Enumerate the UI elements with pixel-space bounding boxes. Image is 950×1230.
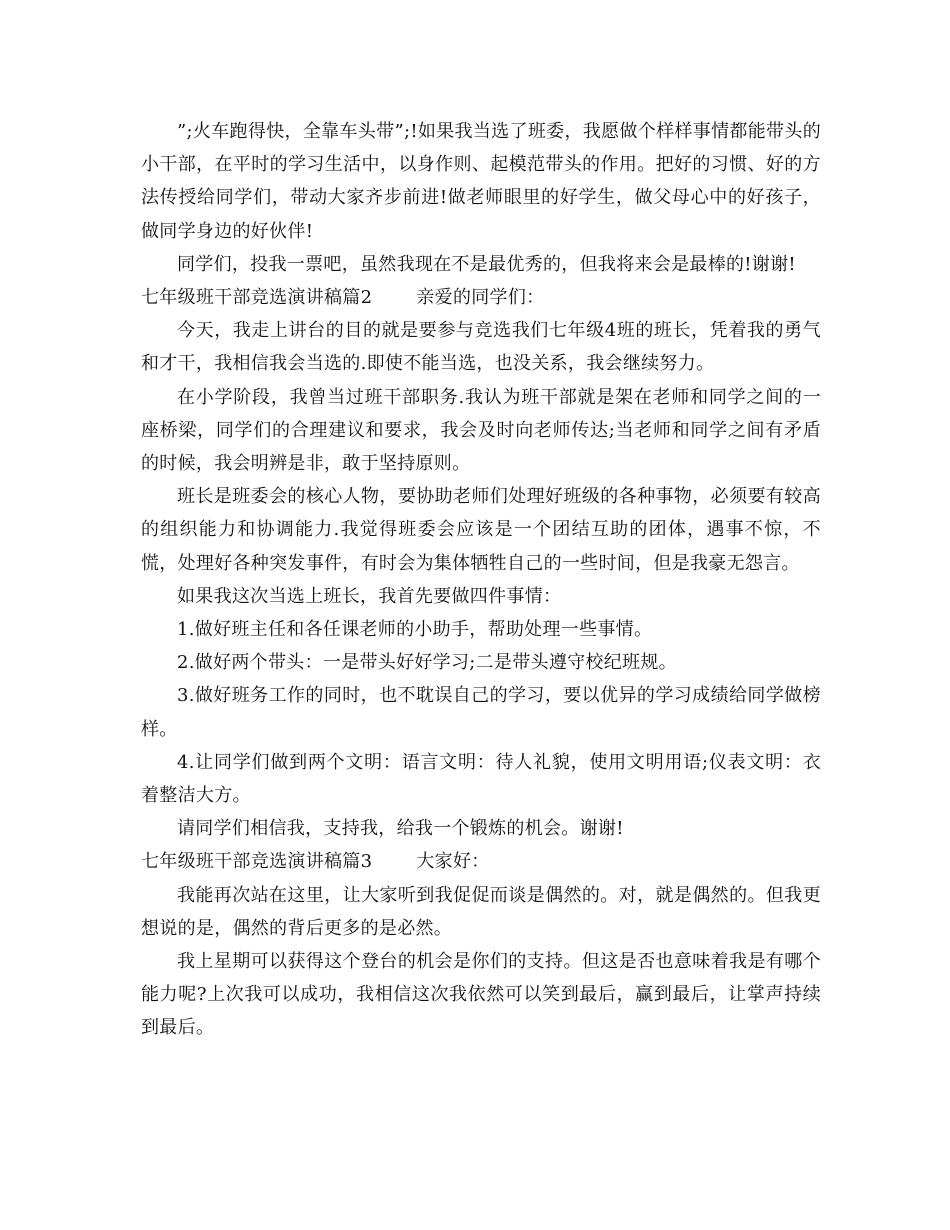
section-heading <box>141 845 821 878</box>
section-greeting: 大家好： <box>416 851 490 873</box>
section-title: 七年级班干部竞选演讲稿篇3 <box>141 851 373 873</box>
list-item: 3.做好班务工作的同时，也不耽误自己的学习，要以优异的学习成绩给同学做榜样。 <box>141 685 821 740</box>
section-title: 七年级班干部竞选演讲稿篇2 <box>141 287 373 309</box>
list-item: 2.做好两个带头：一是带头好好学习;二是带头遵守校纪班规。 <box>177 652 677 674</box>
paragraph: 如果我这次当选上班长，我首先要做四件事情： <box>177 585 562 607</box>
paragraph: 我能再次站在这里，让大家听到我促促而谈是偶然的。对，就是偶然的。但我更想说的是，偶然的背后更多的是必然。 <box>141 884 821 939</box>
list-item: 4.让同学们做到两个文明：语言文明：待人礼貌，使用文明用语;仪表文明：衣着整洁大方。 <box>141 751 821 807</box>
list-item: 1.做好班主任和各任课老师的小助手，帮助处理一些事情。 <box>177 619 653 641</box>
section-greeting: 亲爱的同学们： <box>416 287 545 309</box>
paragraph: 在小学阶段，我曾当过班干部职务.我认为班干部就是架在老师和同学之间的一座桥梁，同学们的合理建议和要求，我会及时向老师传达;当老师和同学之间有矛盾的时候，我会明辨是非，敢于坚持原则。 <box>141 386 821 475</box>
paragraph: 同学们，投我一票吧，虽然我现在不是最优秀的，但我将来会是最棒的!谢谢! <box>177 253 796 275</box>
section-heading <box>141 281 821 314</box>
paragraph: 班长是班委会的核心人物，要协助老师们处理好班级的各种事物，必须要有较高的组织能力和协调能力.我觉得班委会应该是一个团结互助的团体，遇事不惊，不慌，处理好各种突发事件，有时会为集体牺牲自己的一些时间，但是我豪无怨言。 <box>141 486 821 574</box>
paragraph: ”;火车跑得快，全靠车头带”;!如果我当选了班委，我愿做个样样事情都能带头的小干部，在平时的学习生活中，以身作则、起模范带头的作用。把好的习惯、好的方法传授给同学们，带动大家齐步前进!做老师眼里的好学生，做父母心中的好孩子，做同学身边的好伙伴! <box>141 121 821 242</box>
paragraph: 今天，我走上讲台的目的就是要参与竞选我们七年级4班的班长，凭着我的勇气和才干，我相信我会当选的.即使不能当选，也没关系，我会继续努力。 <box>141 320 821 375</box>
paragraph: 我上星期可以获得这个登台的机会是你们的支持。但这是否也意味着我是有哪个能力呢?上次我可以成功，我相信这次我依然可以笑到最后，赢到最后，让掌声持续到最后。 <box>141 951 821 1039</box>
paragraph: 请同学们相信我，支持我，给我一个锻炼的机会。谢谢! <box>177 818 624 840</box>
document-body <box>141 115 821 1045</box>
